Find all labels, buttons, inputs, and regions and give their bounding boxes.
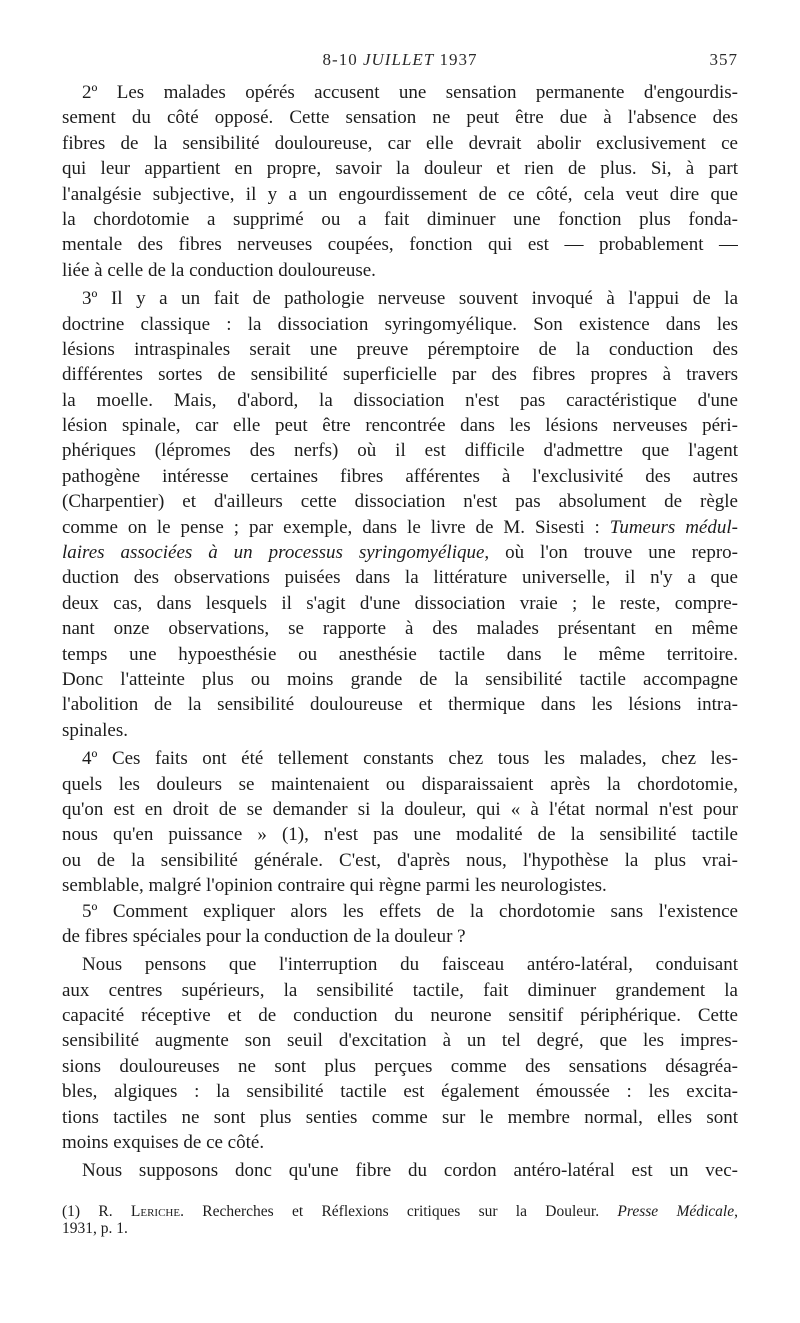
text-line: pathogène intéresse certaines fibres afférentes à l'exclusivité des autres bbox=[62, 465, 738, 487]
text-line: deux cas, dans lesquels il s'agit d'une dissociation vraie ; le reste, compre- bbox=[62, 592, 738, 614]
text-line: Nous supposons donc qu'une fibre du cordon antéro-latéral est un vec- bbox=[82, 1160, 738, 1182]
text-line: bles, algiques : la sensibilité tactile est également émoussée : les excita- bbox=[62, 1081, 738, 1103]
text-line: nant onze observations, se rapporte à des malades présentant en même bbox=[62, 618, 738, 640]
text-line: quels les douleurs se maintenaient ou disparaissaient après la chordotomie, bbox=[62, 773, 738, 795]
paragraph-4 bbox=[62, 746, 738, 898]
footnote-journal: Presse Médicale bbox=[617, 1203, 735, 1220]
footnote-author: R. Leriche bbox=[98, 1203, 181, 1220]
text-line bbox=[62, 540, 738, 565]
issue-date-days: 8-10 bbox=[322, 50, 358, 69]
footnote-line: 1931, p. 1. bbox=[62, 1220, 128, 1237]
text-line: sensibilité augmente son seuil d'excitation à un tel degré, que les impres- bbox=[62, 1030, 738, 1052]
text-line: mentale des fibres nerveuses coupées, fonction qui est — probablement — bbox=[62, 234, 738, 256]
text-line: temps une hypoesthésie ou anesthésie tactile dans le même territoire. bbox=[62, 643, 738, 665]
footnote-line bbox=[62, 1203, 738, 1220]
book-citation-tail: , où l'on trouve une repro- bbox=[484, 542, 738, 564]
body-text bbox=[62, 80, 738, 1184]
text-line: l'analgésie subjective, il y a un engourdissement de ce côté, cela veut dire que bbox=[62, 183, 738, 205]
text-line: 5º Comment expliquer alors les effets de la chordotomie sans l'existence bbox=[82, 900, 738, 922]
text-line: liée à celle de la conduction douloureuse. bbox=[62, 259, 376, 281]
text-line: sions douloureuses ne sont plus perçues comme des sensations désagréa- bbox=[62, 1055, 738, 1077]
text-line: sement du côté opposé. Cette sensation ne peut être due à l'absence des bbox=[62, 107, 738, 129]
text-line: Donc l'atteinte plus ou moins grande de la sensibilité tactile accompagne bbox=[62, 668, 738, 690]
text-line: duction des observations puisées dans la littérature universelle, il n'y a que bbox=[62, 567, 738, 589]
text-line: lésion spinale, car elle peut être rencontrée dans les lésions nerveuses péri- bbox=[62, 415, 738, 437]
text-line: doctrine classique : la dissociation syringomyélique. Son existence dans les bbox=[62, 313, 738, 335]
footnote-title: . Recherches et Réflexions critiques sur la Douleur. bbox=[180, 1203, 618, 1220]
paragraph-5 bbox=[62, 899, 738, 950]
footnote-journal-suffix: , bbox=[734, 1203, 738, 1220]
text-line: 2º Les malades opérés accusent une sensation permanente d'engourdis- bbox=[82, 82, 738, 103]
text-line: la moelle. Mais, d'abord, la dissociation n'est pas caractéristique d'une bbox=[62, 389, 738, 411]
footnote bbox=[62, 1203, 738, 1237]
text-line: l'abolition de la sensibilité douloureuse et thermique dans les lésions intra- bbox=[62, 694, 738, 716]
page-number: 357 bbox=[709, 50, 738, 69]
book-citation-intro: comme on le pense ; par exemple, dans le livre de M. Sisesti : bbox=[62, 516, 610, 538]
text-line bbox=[62, 515, 738, 540]
text-line: phériques (lépromes des nerfs) où il est difficile d'admettre que l'agent bbox=[62, 440, 738, 462]
paragraph-2 bbox=[62, 80, 738, 283]
text-line: fibres de la sensibilité douloureuse, car elle devrait abolir exclusivement ce bbox=[62, 132, 738, 154]
text-line: la chordotomie a supprimé ou a fait diminuer une fonction plus fonda- bbox=[62, 208, 738, 230]
running-head bbox=[62, 50, 738, 74]
text-line: lésions intraspinales serait une preuve péremptoire de la conduction des bbox=[62, 338, 738, 360]
text-line: moins exquises de ce côté. bbox=[62, 1132, 265, 1154]
issue-date-year: 1937 bbox=[439, 50, 478, 69]
text-line: différentes sortes de sensibilité superficielle par des fibres propres à travers bbox=[62, 364, 738, 386]
paragraph-3 bbox=[62, 286, 738, 743]
issue-date bbox=[62, 50, 738, 70]
text-line: semblable, malgré l'opinion contraire qui règne parmi les neurologistes. bbox=[62, 875, 607, 897]
text-line: 4º Ces faits ont été tellement constants chez tous les malades, chez les- bbox=[82, 748, 738, 770]
paragraph-7 bbox=[62, 1158, 738, 1183]
book-title-italic: laires associées à un processus syringomyélique bbox=[62, 542, 485, 564]
text-line: (Charpentier) et d'ailleurs cette dissociation n'est pas absolument de règle bbox=[62, 491, 738, 513]
text-line: capacité réceptive et de conduction du neurone sensitif périphérique. Cette bbox=[62, 1005, 738, 1027]
text-line: spinales. bbox=[62, 719, 128, 741]
text-line: nous qu'en puissance » (1), n'est pas une modalité de la sensibilité tactile bbox=[62, 824, 738, 846]
text-line: aux centres supérieurs, la sensibilité tactile, fait diminuer grandement la bbox=[62, 979, 738, 1001]
text-line: de fibres spéciales pour la conduction de la douleur ? bbox=[62, 925, 466, 947]
paragraph-6 bbox=[62, 952, 738, 1155]
text-line: qu'on est en droit de se demander si la douleur, qui « à l'état normal n'est pour bbox=[62, 798, 738, 820]
text-line: tions tactiles ne sont plus senties comme sur le membre normal, elles sont bbox=[62, 1106, 738, 1128]
text-line: qui leur appartient en propre, savoir la douleur et rien de plus. Si, à part bbox=[62, 158, 738, 180]
text-line: 3º Il y a un fait de pathologie nerveuse souvent invoqué à l'appui de la bbox=[82, 288, 738, 310]
book-title-italic: Tumeurs médul- bbox=[609, 516, 738, 538]
footnote-marker: (1) bbox=[62, 1203, 81, 1220]
issue-date-month: JUILLET bbox=[362, 50, 435, 69]
text-line: ou de la sensibilité générale. C'est, d'après nous, l'hypothèse la plus vrai- bbox=[62, 849, 738, 871]
text-line: Nous pensons que l'interruption du faisceau antéro-latéral, conduisant bbox=[82, 954, 738, 976]
